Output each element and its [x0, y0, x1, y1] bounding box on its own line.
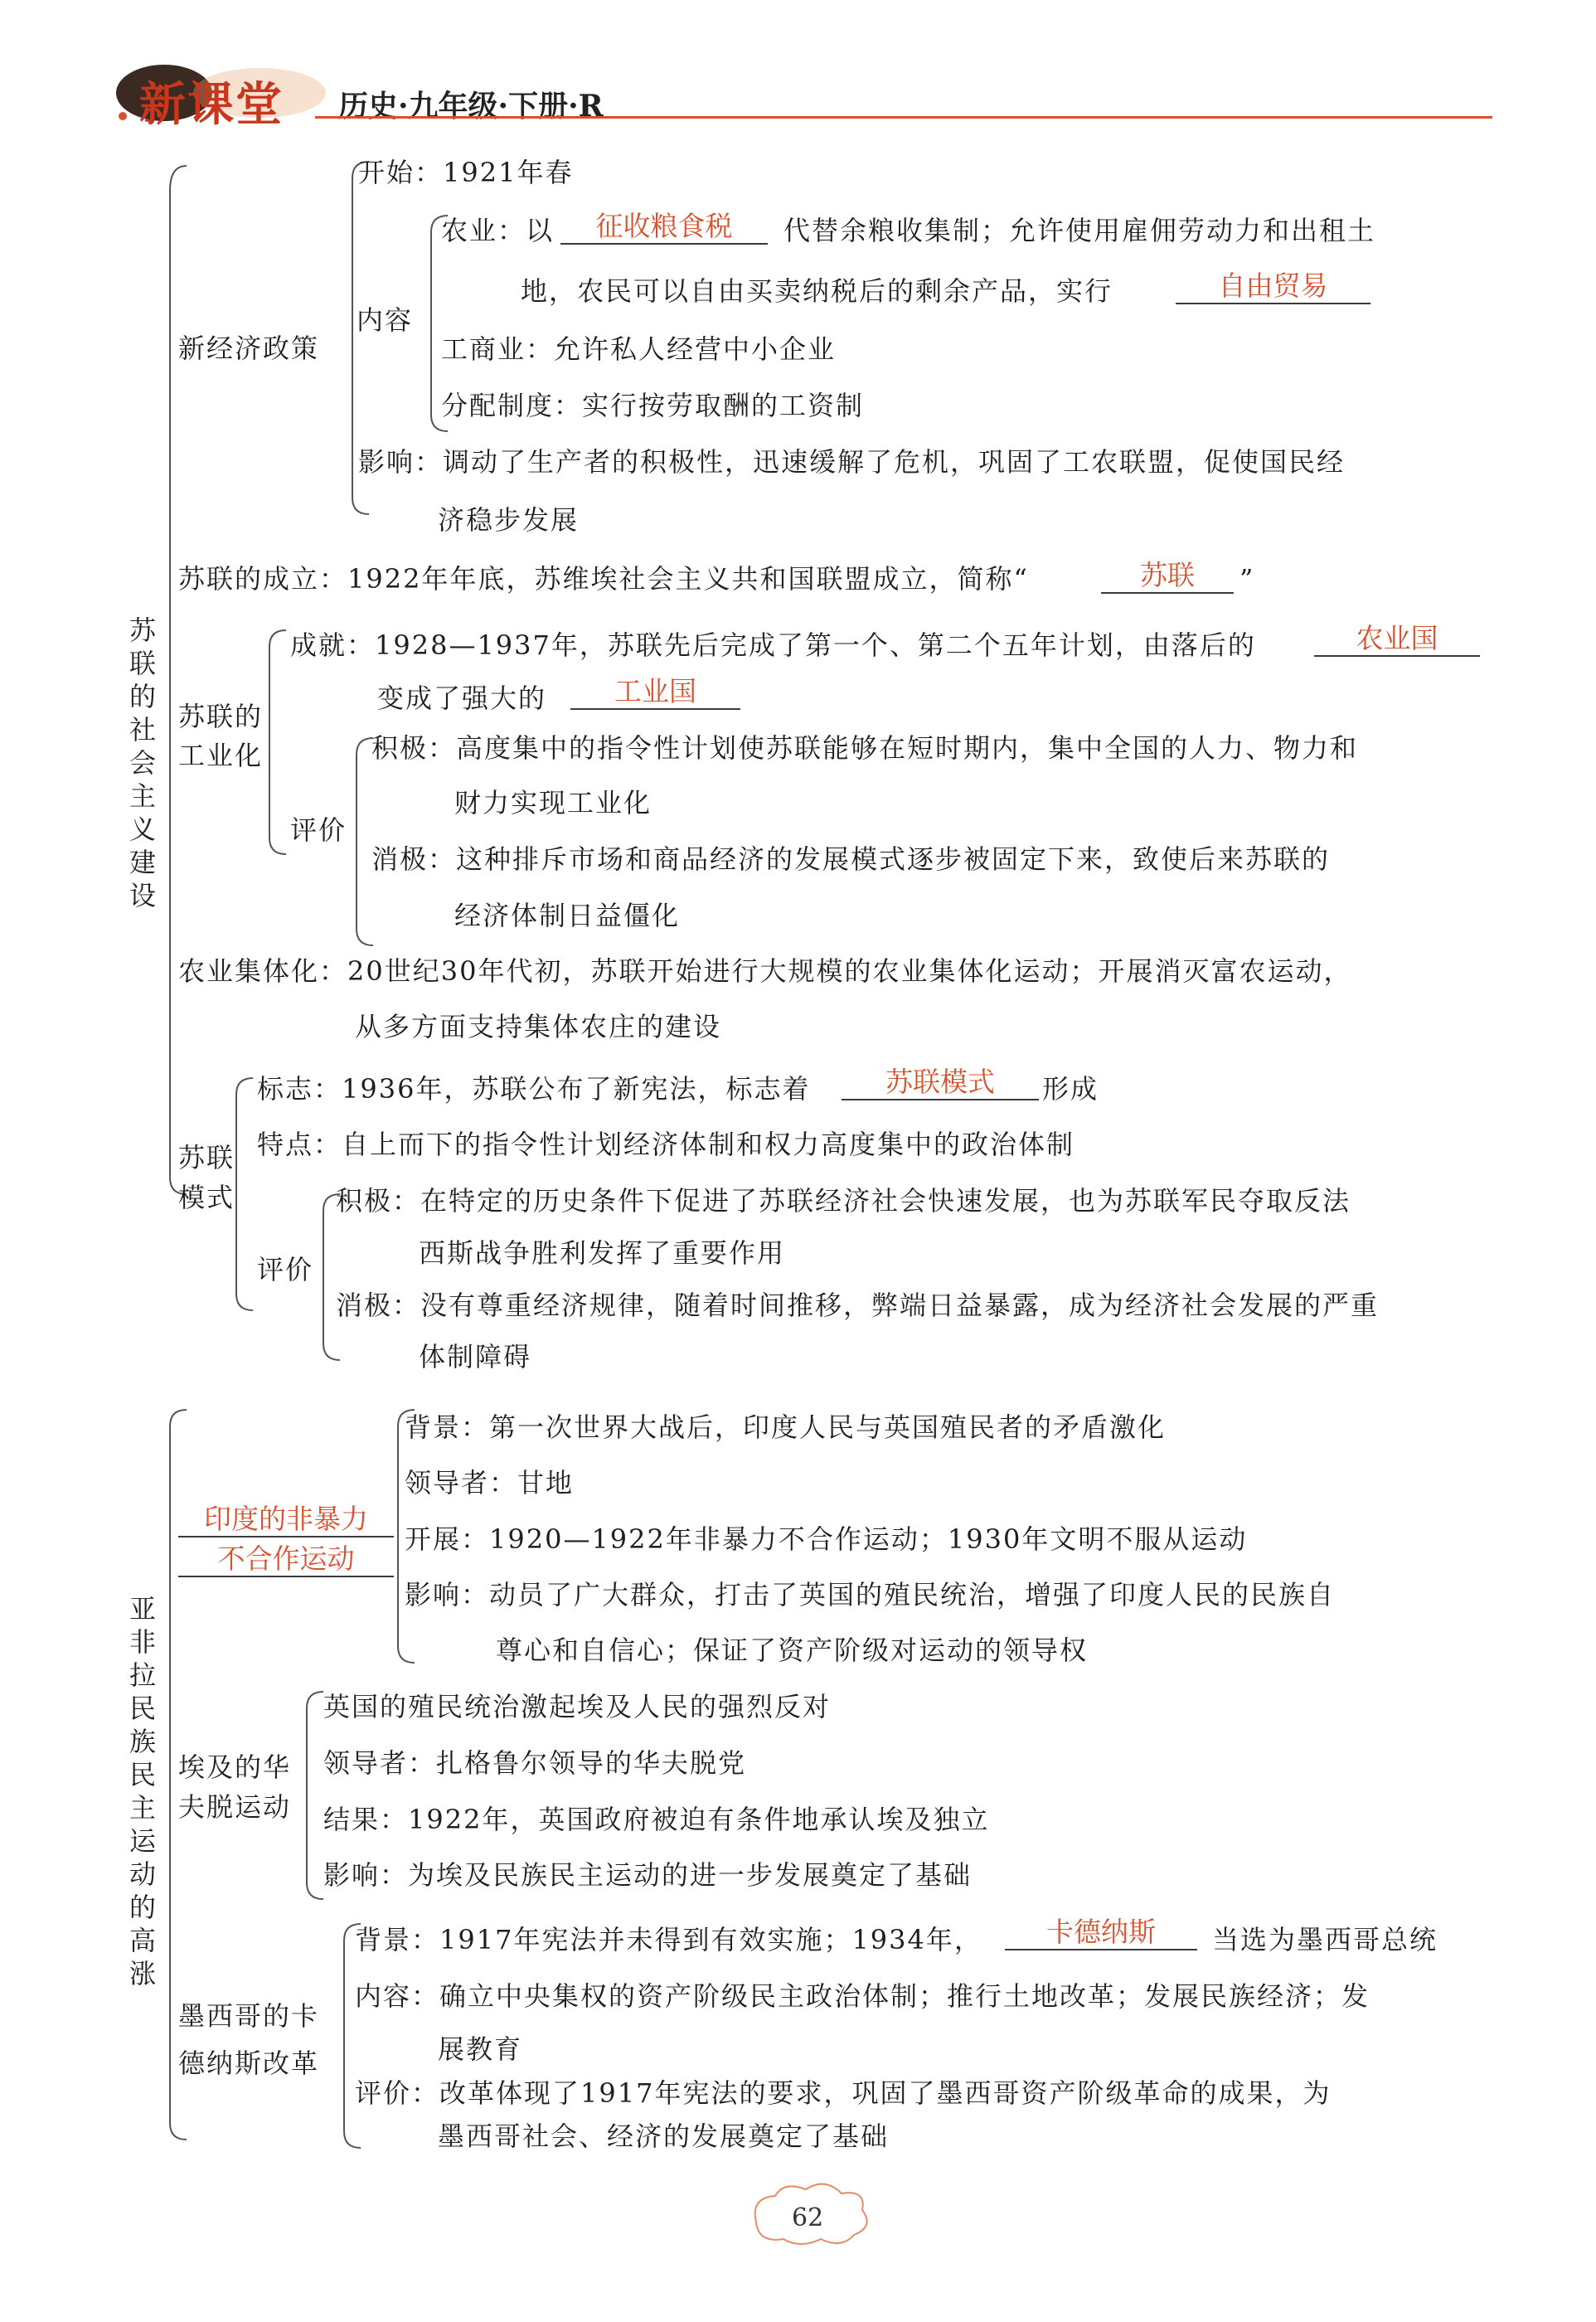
model-positive2: 西斯战争胜利发挥了重要作用 — [419, 1237, 786, 1269]
egypt-result: 结果：1922年，英国政府被迫有条件地承认埃及独立 — [323, 1804, 990, 1835]
nep-industry: 工商业：允许私人经营中小企业 — [441, 333, 837, 365]
industrialization-label1: 苏联的 — [178, 701, 264, 732]
model-sign-pre: 标志：1936年，苏联公布了新宪法，标志着 — [257, 1073, 811, 1105]
india-answer1: 印度的非暴力 — [178, 1505, 394, 1537]
mexico-label2: 德纳斯改革 — [178, 2048, 320, 2079]
mexico-evaluation2: 墨西哥社会、经济的发展奠定了基础 — [438, 2120, 890, 2152]
mexico-background-post: 当选为墨西哥总统 — [1212, 1924, 1438, 1955]
nep-start: 开始：1921年春 — [358, 157, 574, 188]
industrialization-eval-label: 评价 — [290, 814, 347, 846]
egypt-cause: 英国的殖民统治激起埃及人民的强烈反对 — [323, 1691, 832, 1722]
founding-post: ” — [1239, 563, 1255, 595]
india-impact2: 尊心和自信心；保证了资产阶级对运动的领导权 — [496, 1635, 1089, 1666]
industrialization-negative: 消极：这种排斥市场和商品经济的发展模式逐步被固定下来，致使后来苏联的 — [371, 843, 1331, 875]
nep-agri-post: 代替余粮收集制；允许使用雇佣劳动力和出租土 — [783, 215, 1376, 246]
founding-answer: 苏联 — [1101, 561, 1234, 594]
industrialization-answer2: 工业国 — [570, 678, 740, 710]
industrialization-line2: 变成了强大的 — [377, 683, 547, 714]
model-negative: 消极：没有尊重经济规律，随着时间推移，弊端日益暴露，成为经济社会发展的严重 — [336, 1290, 1380, 1321]
page-number: 62 — [792, 2203, 824, 2232]
india-course: 开展：1920—1922年非暴力不合作运动；1930年文明不服从运动 — [405, 1523, 1248, 1555]
egypt-label1: 埃及的华 — [178, 1751, 292, 1783]
logo-text: 新课堂 — [139, 78, 284, 132]
section1-title: 苏联的社会主义建设 — [129, 615, 156, 911]
industrialization-positive2: 财力实现工业化 — [454, 787, 652, 819]
nep-label: 新经济政策 — [178, 333, 320, 364]
mexico-label1: 墨西哥的卡 — [178, 2000, 320, 2032]
header-subtitle: 历史·九年级·下册·R — [338, 89, 604, 124]
india-background: 背景：第一次世界大战后，印度人民与英国殖民者的矛盾激化 — [405, 1411, 1167, 1443]
mexico-evaluation: 评价：改革体现了1917年宪法的要求，巩固了墨西哥资产阶级革命的成果，为 — [355, 2077, 1332, 2109]
nep-agri-line2: 地，农民可以自由买卖纳税后的剩余产品，实行 — [521, 275, 1113, 307]
egypt-leader: 领导者：扎格鲁尔领导的华夫脱党 — [323, 1747, 747, 1779]
india-leader: 领导者：甘地 — [405, 1467, 575, 1499]
nep-impact2: 济稳步发展 — [438, 504, 580, 536]
industrialization-positive: 积极：高度集中的指令性计划使苏联能够在短时期内，集中全国的人力、物力和 — [371, 732, 1359, 764]
model-positive: 积极：在特定的历史条件下促进了苏联经济社会快速发展，也为苏联军民夺取反法 — [336, 1185, 1351, 1217]
model-feature: 特点：自上而下的指令性计划经济体制和权力高度集中的政治体制 — [257, 1129, 1075, 1160]
mexico-answer: 卡德纳斯 — [1005, 1918, 1197, 1950]
industrialization-label2: 工业化 — [178, 740, 264, 771]
mexico-background-pre: 背景：1917年宪法并未得到有效实施；1934年， — [355, 1924, 982, 1955]
industrialization-answer1: 农业国 — [1314, 624, 1480, 657]
nep-agri-pre: 农业：以 — [441, 215, 555, 246]
model-label2: 模式 — [178, 1182, 235, 1213]
nep-agri-answer: 征收粮食税 — [560, 212, 768, 245]
section2-title: 亚非拉民族民主运动的高涨 — [129, 1593, 156, 1989]
egypt-label2: 夫脱运动 — [178, 1791, 292, 1823]
collectivization2: 从多方面支持集体农庄的建设 — [355, 1011, 722, 1042]
model-negative2: 体制障碍 — [419, 1341, 532, 1372]
founding-pre: 苏联的成立：1922年年底，苏维埃社会主义共和国联盟成立，简称“ — [178, 563, 1029, 595]
nep-impact: 影响：调动了生产者的积极性，迅速缓解了危机，巩固了工农联盟，促使国民经 — [358, 446, 1346, 478]
model-answer: 苏联模式 — [842, 1068, 1039, 1100]
model-label1: 苏联 — [178, 1142, 235, 1173]
nep-distribution: 分配制度：实行按劳取酬的工资制 — [441, 390, 865, 421]
india-impact: 影响：动员了广大群众，打击了英国的殖民统治，增强了印度人民的民族自 — [405, 1579, 1336, 1610]
mexico-content2: 展教育 — [438, 2033, 523, 2065]
collectivization: 农业集体化：20世纪30年代初，苏联开始进行大规模的农业集体化运动；开展消灭富农运动， — [178, 955, 1352, 987]
egypt-impact: 影响：为埃及民族民主运动的进一步发展奠定了基础 — [323, 1859, 973, 1891]
india-answer2: 不合作运动 — [178, 1545, 394, 1577]
model-eval-label: 评价 — [257, 1254, 314, 1285]
industrialization-achievement: 成就：1928—1937年，苏联先后完成了第一个、第二个五年计划，由落后的 — [290, 629, 1256, 661]
nep-content-label: 内容 — [357, 304, 414, 336]
model-sign-post: 形成 — [1042, 1073, 1099, 1105]
mexico-content: 内容：确立中央集权的资产阶级民主政治体制；推行土地改革；发展民族经济；发 — [355, 1980, 1370, 2012]
nep-agri-answer2: 自由贸易 — [1176, 272, 1370, 304]
industrialization-negative2: 经济体制日益僵化 — [454, 900, 681, 931]
